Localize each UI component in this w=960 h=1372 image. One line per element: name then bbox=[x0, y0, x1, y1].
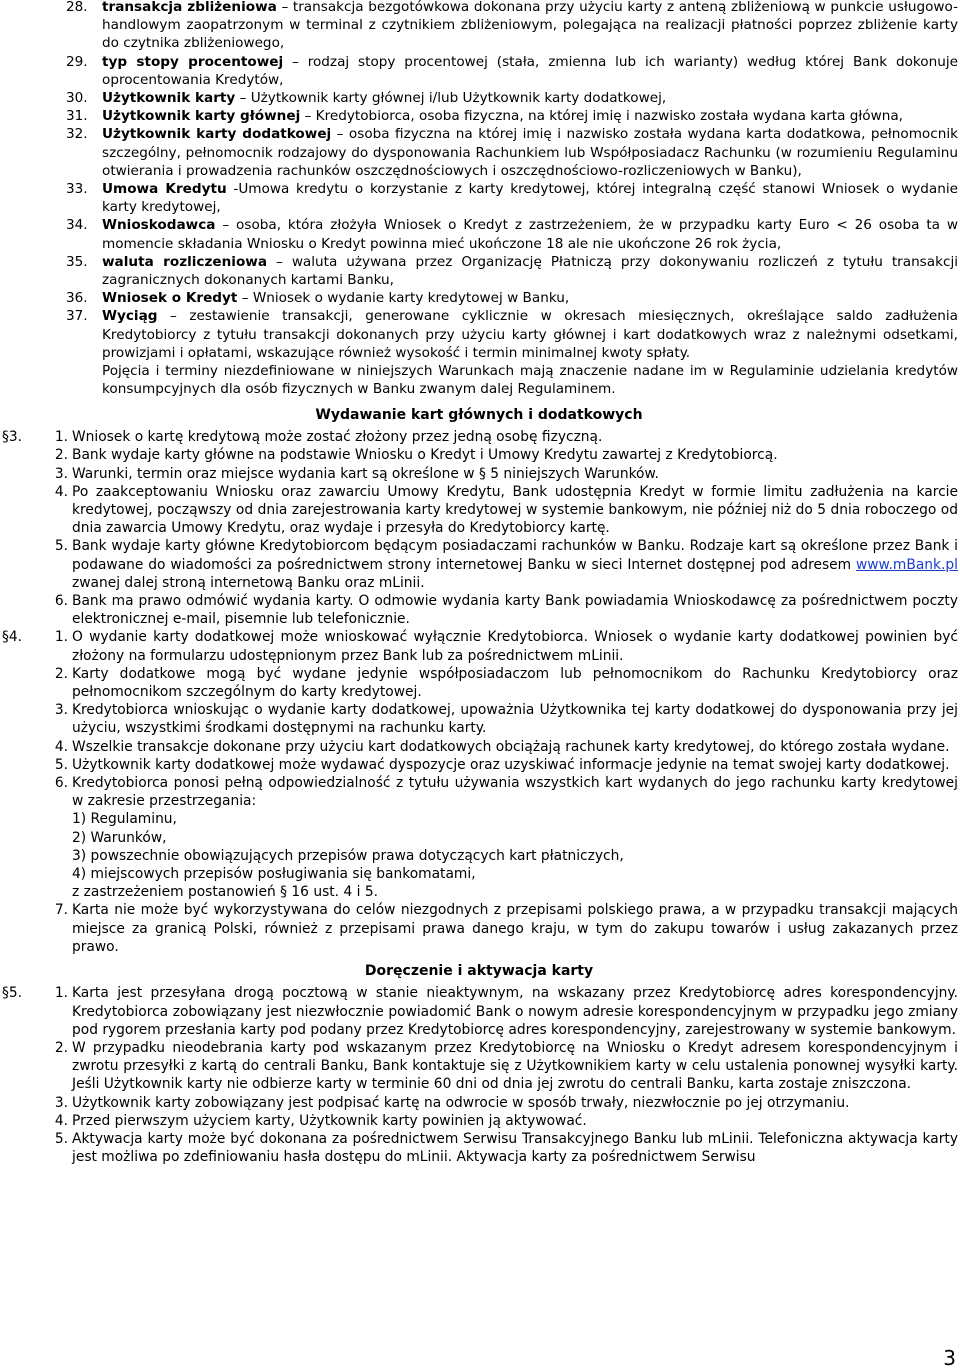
definition-item bbox=[66, 53, 958, 89]
section-symbol: §3. bbox=[2, 429, 23, 446]
definition-text: – rodzaj stopy procentowej (stała, zmienna lub ich warianty) według której Bank dokonuje oprocentowania Kredytów, bbox=[102, 53, 958, 88]
sections bbox=[0, 400, 958, 1166]
definition-body bbox=[102, 307, 958, 362]
item-text bbox=[72, 592, 958, 628]
section-symbol bbox=[0, 537, 36, 592]
definition-body bbox=[102, 107, 958, 125]
definition-body bbox=[102, 289, 958, 307]
item-text-part: Po zaakceptowaniu Wniosku oraz zawarciu Umowy Kredytu, Bank udostępnia Kredyt w formie limitu zadłużenia na karcie kredytowej, począwszy od dnia zarejestrowania karty kredytowej w systemie bankowym, nie później niż do 5 dnia roboczego od dnia zawarcia Umowy Kredytu, oraz wydaje i przesyła do Kredytobiorcy kartę. bbox=[72, 483, 958, 537]
definition-item bbox=[66, 216, 958, 252]
section-symbol bbox=[0, 665, 36, 701]
item-text bbox=[72, 1130, 958, 1166]
definition-text: – Wniosek o wydanie karty kredytowej w Banku, bbox=[237, 290, 570, 307]
definition-item bbox=[66, 107, 958, 125]
item-text-part: Bank ma prawo odmówić wydania karty. O odmowie wydania karty Bank powiadamia Wnioskodawcę za pośrednictwem poczty elektronicznej e-mail, pisemnie lub telefonicznie. bbox=[72, 593, 958, 628]
section-symbol bbox=[0, 592, 36, 628]
definition-number: 33. bbox=[66, 181, 88, 198]
item-text-part: Aktywacja karty może być dokonana za pośrednictwem Serwisu Transakcyjnego Banku lub mLinii. Telefoniczna aktywacja karty jest możliwa po zdefiniowaniu hasła dostępu do mLinii. Aktywacja karty za pośrednictwem Serwisu bbox=[72, 1130, 958, 1166]
item-number: 6. bbox=[54, 593, 68, 610]
definition-number: 32. bbox=[66, 126, 88, 143]
section-item bbox=[0, 1112, 958, 1130]
item-text bbox=[72, 537, 958, 592]
item-number: 5. bbox=[54, 538, 68, 555]
item-number: 2. bbox=[54, 447, 68, 464]
item-number: 1. bbox=[54, 985, 68, 1002]
definition-item bbox=[66, 289, 958, 307]
definition-text: -Umowa kredytu o korzystanie z karty kredytowej, której integralną część stanowi Wniosek o wydanie karty kredytowej, bbox=[102, 181, 959, 216]
section-item bbox=[0, 701, 958, 737]
section-symbol: §4. bbox=[2, 629, 23, 646]
section-item bbox=[0, 984, 958, 1039]
item-number: 5. bbox=[54, 1130, 68, 1147]
definition-text: – zestawienie transakcji, generowane cyklicznie w okresach miesięcznych, określające saldo zadłużenia Kredytobiorcy z tytułu transakcji dokonanych przy użyciu karty głównej i kart dodatkowych wraz z należnymi odsetkami, prowizjami i opłatami, wskazujące również wysokość i termin minimalnej kwoty spłaty. bbox=[102, 308, 958, 361]
mbank-link[interactable]: www.mBank.pl bbox=[855, 556, 958, 573]
item-text-part: Karty dodatkowe mogą być wydane jedynie współposiadaczom lub pełnomocnikom do Rachunku Kredytobiorcy oraz pełnomocnikom szczególnym do karty kredytowej. bbox=[72, 665, 958, 701]
item-number: 4. bbox=[54, 738, 68, 755]
item-text bbox=[72, 428, 958, 446]
definition-body bbox=[102, 180, 958, 216]
item-text-part: Karta jest przesyłana drogą pocztową w stanie nieaktywnym, na wskazany przez Kredytobiorcę adres korespondencyjny. Kredytobiorca zobowiązany jest niezwłocznie powiadomić Bank o nowym adresie korespondencyjnym w przypadku jego zmiany pod rygorem przesłania karty pod podany przez Kredytobiorcę adres korespondencyjny, zarejestrowany w systemie bankowym. bbox=[72, 985, 958, 1038]
definition-number: 37. bbox=[66, 308, 88, 325]
section-item bbox=[0, 483, 958, 538]
definition-body bbox=[102, 89, 958, 107]
section-symbol bbox=[0, 483, 36, 538]
item-text-part: O wydanie karty dodatkowej może wnioskować wyłącznie Kredytobiorca. Wniosek o wydanie karty dodatkowej powinien być złożony na formularzu udostępnionym przez Bank lub za pośrednictwem mLinii. bbox=[72, 629, 958, 664]
section-symbol bbox=[0, 701, 36, 737]
item-number: 6. bbox=[54, 775, 68, 792]
section-item bbox=[0, 1039, 958, 1094]
item-number: 5. bbox=[54, 756, 68, 773]
sub-item: 1) Regulaminu, bbox=[72, 811, 177, 828]
page-number: 3 bbox=[943, 1346, 956, 1370]
item-text bbox=[72, 1112, 958, 1130]
item-number: 3. bbox=[54, 465, 68, 482]
item-text bbox=[72, 701, 958, 737]
item-text bbox=[72, 665, 958, 701]
definition-number: 35. bbox=[66, 253, 88, 270]
item-text-part: Wszelkie transakcje dokonane przy użyciu kart dodatkowych obciążają rachunek karty kredytowej, do którego została wydane. bbox=[72, 738, 950, 755]
item-text-part: Kredytobiorca ponosi pełną odpowiedzialność z tytułu używania wszystkich kart wydanych do jego rachunku karty kredytowej w zakresie przestrzegania: bbox=[72, 775, 958, 810]
definition-term: transakcja zbliżeniowa bbox=[102, 0, 277, 15]
definition-number: 36. bbox=[66, 290, 88, 307]
item-text-part: Kredytobiorca wnioskując o wydanie karty dodatkowej, upoważnia Użytkownika tej karty dodatkowej do dysponowania przy jej użyciu, wszystkimi środkami dostępnymi na rachunku karty. bbox=[72, 702, 958, 737]
item-text bbox=[72, 446, 958, 464]
item-text bbox=[72, 756, 958, 774]
definition-term: waluta rozliczeniowa bbox=[102, 253, 268, 270]
definition-number: 34. bbox=[66, 217, 88, 234]
definition-term: Użytkownik karty bbox=[102, 90, 236, 107]
item-text-part: Wniosek o kartę kredytową może zostać złożony przez jedną osobę fizyczną. bbox=[72, 429, 603, 446]
item-number: 3. bbox=[54, 702, 68, 719]
item-text bbox=[72, 1039, 958, 1094]
definition-number: 31. bbox=[66, 108, 88, 125]
section-item bbox=[0, 665, 958, 701]
definition-item bbox=[66, 0, 958, 53]
item-number: 1. bbox=[54, 629, 68, 646]
item-text bbox=[72, 774, 958, 901]
item-text bbox=[72, 628, 958, 664]
item-number: 3. bbox=[54, 1094, 68, 1111]
definition-number: 28. bbox=[66, 0, 88, 15]
item-text bbox=[72, 483, 958, 538]
section-item bbox=[0, 756, 958, 774]
section-heading: Doręczenie i aktywacja karty bbox=[364, 963, 594, 980]
item-text-part: W przypadku nieodebrania karty pod wskazanym przez Kredytobiorcę na Wniosku o Kredyt adresem korespondencyjnym i zwrotu przesyłki z kartą do centrali Banku, Bank kontaktuje się z Użytkownikiem karty w celu ustalenia ponownej wysyłki karty. Jeśli Użytkownik karty nie odbierze karty w terminie 60 dni od dnia jej zwrotu do centrali Banku, karta zostaje zniszczona. bbox=[72, 1039, 958, 1093]
sub-item: 2) Warunków, bbox=[72, 829, 167, 846]
definition-text: – Użytkownik karty głównej i/lub Użytkownik karty dodatkowej, bbox=[235, 90, 667, 107]
section-symbol bbox=[0, 738, 36, 756]
item-text-part: zwanej dalej stroną internetową Banku oraz mLinii. bbox=[72, 574, 425, 591]
item-text-part: Warunki, termin oraz miejsce wydania kart są określone w § 5 niniejszych Warunków. bbox=[72, 465, 659, 482]
item-text bbox=[72, 465, 958, 483]
section-item bbox=[0, 738, 958, 756]
section-item bbox=[0, 774, 958, 901]
item-number: 1. bbox=[54, 429, 68, 446]
section-item bbox=[0, 1094, 958, 1112]
definition-body bbox=[102, 253, 958, 289]
definition-text: – osoba fizyczna na której imię i nazwisko została wydana karta dodatkowa, pełnomocnik szczególny, pełnomocnik rodzajowy do dysponowania Rachunkiem lub Współposiadacz Rachunku (w rozumieniu Regulaminu otwierania i prowadzenia rachunków oszczędnościowych i oszczędnościowo-rozliczeniowych w Banku), bbox=[102, 126, 958, 179]
definition-term: Umowa Kredytu bbox=[102, 181, 227, 198]
section-symbol bbox=[0, 465, 36, 483]
item-text-part: Użytkownik karty dodatkowej może wydawać dyspozycje oraz uzyskiwać informacje jedynie na temat swojej karty dodatkowej. bbox=[72, 756, 950, 773]
section-symbol: §5. bbox=[2, 985, 23, 1002]
item-text-part: Karta nie może być wykorzystywana do celów niezgodnych z przepisami polskiego prawa, a w przypadku transakcji mających miejsce za granicą Polski, również z przepisami prawa danego kraju, w tym do zakupu towarów i usług zakazanych przez prawo. bbox=[72, 902, 958, 955]
definition-term: Wyciąg bbox=[102, 308, 158, 325]
item-number: 4. bbox=[54, 1112, 68, 1129]
sub-item: z zastrzeżeniem postanowień § 16 ust. 4 i 5. bbox=[72, 884, 379, 901]
item-text-part: Bank wydaje karty główne na podstawie Wniosku o Kredyt i Umowy Kredytu zawartej z Kredytobiorcą. bbox=[72, 447, 778, 464]
definition-text: – Kredytobiorca, osoba fizyczna, na której imię i nazwisko została wydana karta główna, bbox=[300, 108, 903, 125]
section-symbol bbox=[0, 1130, 36, 1166]
item-text bbox=[72, 984, 958, 1039]
definition-term: Użytkownik karty dodatkowej bbox=[102, 126, 332, 143]
definition-item bbox=[66, 89, 958, 107]
definition-text: – osoba, która złożyła Wniosek o Kredyt z zastrzeżeniem, że w przypadku karty Euro < 26 osoba ta w momencie składania Wniosku o Kredyt powinna mieć ukończone 18 ale nie ukończone 26 rok życia, bbox=[102, 217, 958, 252]
section-item bbox=[0, 628, 958, 664]
section-symbol bbox=[0, 901, 36, 956]
section-heading: Wydawanie kart głównych i dodatkowych bbox=[315, 407, 643, 423]
sub-item: 4) miejscowych przepisów posługiwania się bankomatami, bbox=[72, 866, 476, 883]
section-symbol bbox=[0, 1039, 36, 1094]
item-text-part: Użytkownik karty zobowiązany jest podpisać kartę na odwrocie w sposób trwały, niezwłocznie po jej otrzymaniu. bbox=[72, 1094, 850, 1111]
section-item bbox=[0, 446, 958, 464]
item-number: 7. bbox=[54, 902, 68, 919]
item-text-part: Przed pierwszym użyciem karty, Użytkownik karty powinien ją aktywować. bbox=[72, 1112, 587, 1129]
definition-text: – waluta używana przez Organizację Płatniczą przy dokonywaniu rozliczeń z tytułu transakcji zagranicznych dokonanych kartami Banku, bbox=[102, 253, 958, 289]
definition-item bbox=[66, 180, 958, 216]
item-number: 2. bbox=[54, 1039, 68, 1056]
section-item bbox=[0, 1130, 958, 1166]
definition-body bbox=[102, 0, 958, 53]
item-text bbox=[72, 901, 958, 956]
section-item bbox=[0, 428, 958, 446]
definition-body bbox=[102, 53, 958, 89]
section-item bbox=[0, 465, 958, 483]
definition-body bbox=[102, 125, 958, 180]
definition-number: 29. bbox=[66, 53, 88, 70]
item-number: 2. bbox=[54, 665, 68, 682]
section-symbol bbox=[0, 446, 36, 464]
item-number: 4. bbox=[54, 483, 68, 500]
item-text bbox=[72, 1094, 958, 1112]
definition-term: typ stopy procentowej bbox=[102, 53, 284, 70]
definition-item bbox=[66, 125, 958, 180]
section-symbol bbox=[0, 774, 36, 901]
definition-number: 30. bbox=[66, 90, 88, 107]
definition-item bbox=[66, 307, 958, 362]
section-item bbox=[0, 592, 958, 628]
item-text bbox=[72, 738, 958, 756]
definition-term: Wnioskodawca bbox=[102, 217, 216, 234]
definition-term: Użytkownik karty głównej bbox=[102, 108, 301, 125]
item-text-part: Bank wydaje karty główne Kredytobiorcom będącym posiadaczami rachunków w Banku. Rodzaje kart są określone przez Bank i podawane do wiadomości za pośrednictwem strony internetowej Banku w sieci Internet dostępnej pod adresem bbox=[72, 538, 958, 573]
section-symbol bbox=[0, 1094, 36, 1112]
definition-term: Wniosek o Kredyt bbox=[102, 290, 238, 307]
section-item bbox=[0, 537, 958, 592]
section-symbol bbox=[0, 756, 36, 774]
closing-paragraph: Pojęcia i terminy niezdefiniowane w niniejszych Warunkach mają znaczenie nadane im w Regulaminie udzielania kredytów konsumpcyjnych dla osób fizycznych w Banku zwanym dalej Regulaminem. bbox=[102, 363, 958, 398]
definitions-list bbox=[66, 0, 958, 398]
sub-item: 3) powszechnie obowiązujących przepisów prawa dotyczących kart płatniczych, bbox=[72, 847, 624, 864]
section-symbol bbox=[0, 1112, 36, 1130]
section-item bbox=[0, 901, 958, 956]
definition-body bbox=[102, 216, 958, 252]
definition-text: – transakcja bezgotówkowa dokonana przy użyciu karty z anteną zbliżeniową w punkcie usługowo-handlowym zaopatrzonym w terminal z czytnikiem zbliżeniowym, polegająca na realizacji płatności poprzez zbliżenie karty do czytnika zbliżeniowego, bbox=[102, 0, 959, 52]
definition-item bbox=[66, 253, 958, 289]
